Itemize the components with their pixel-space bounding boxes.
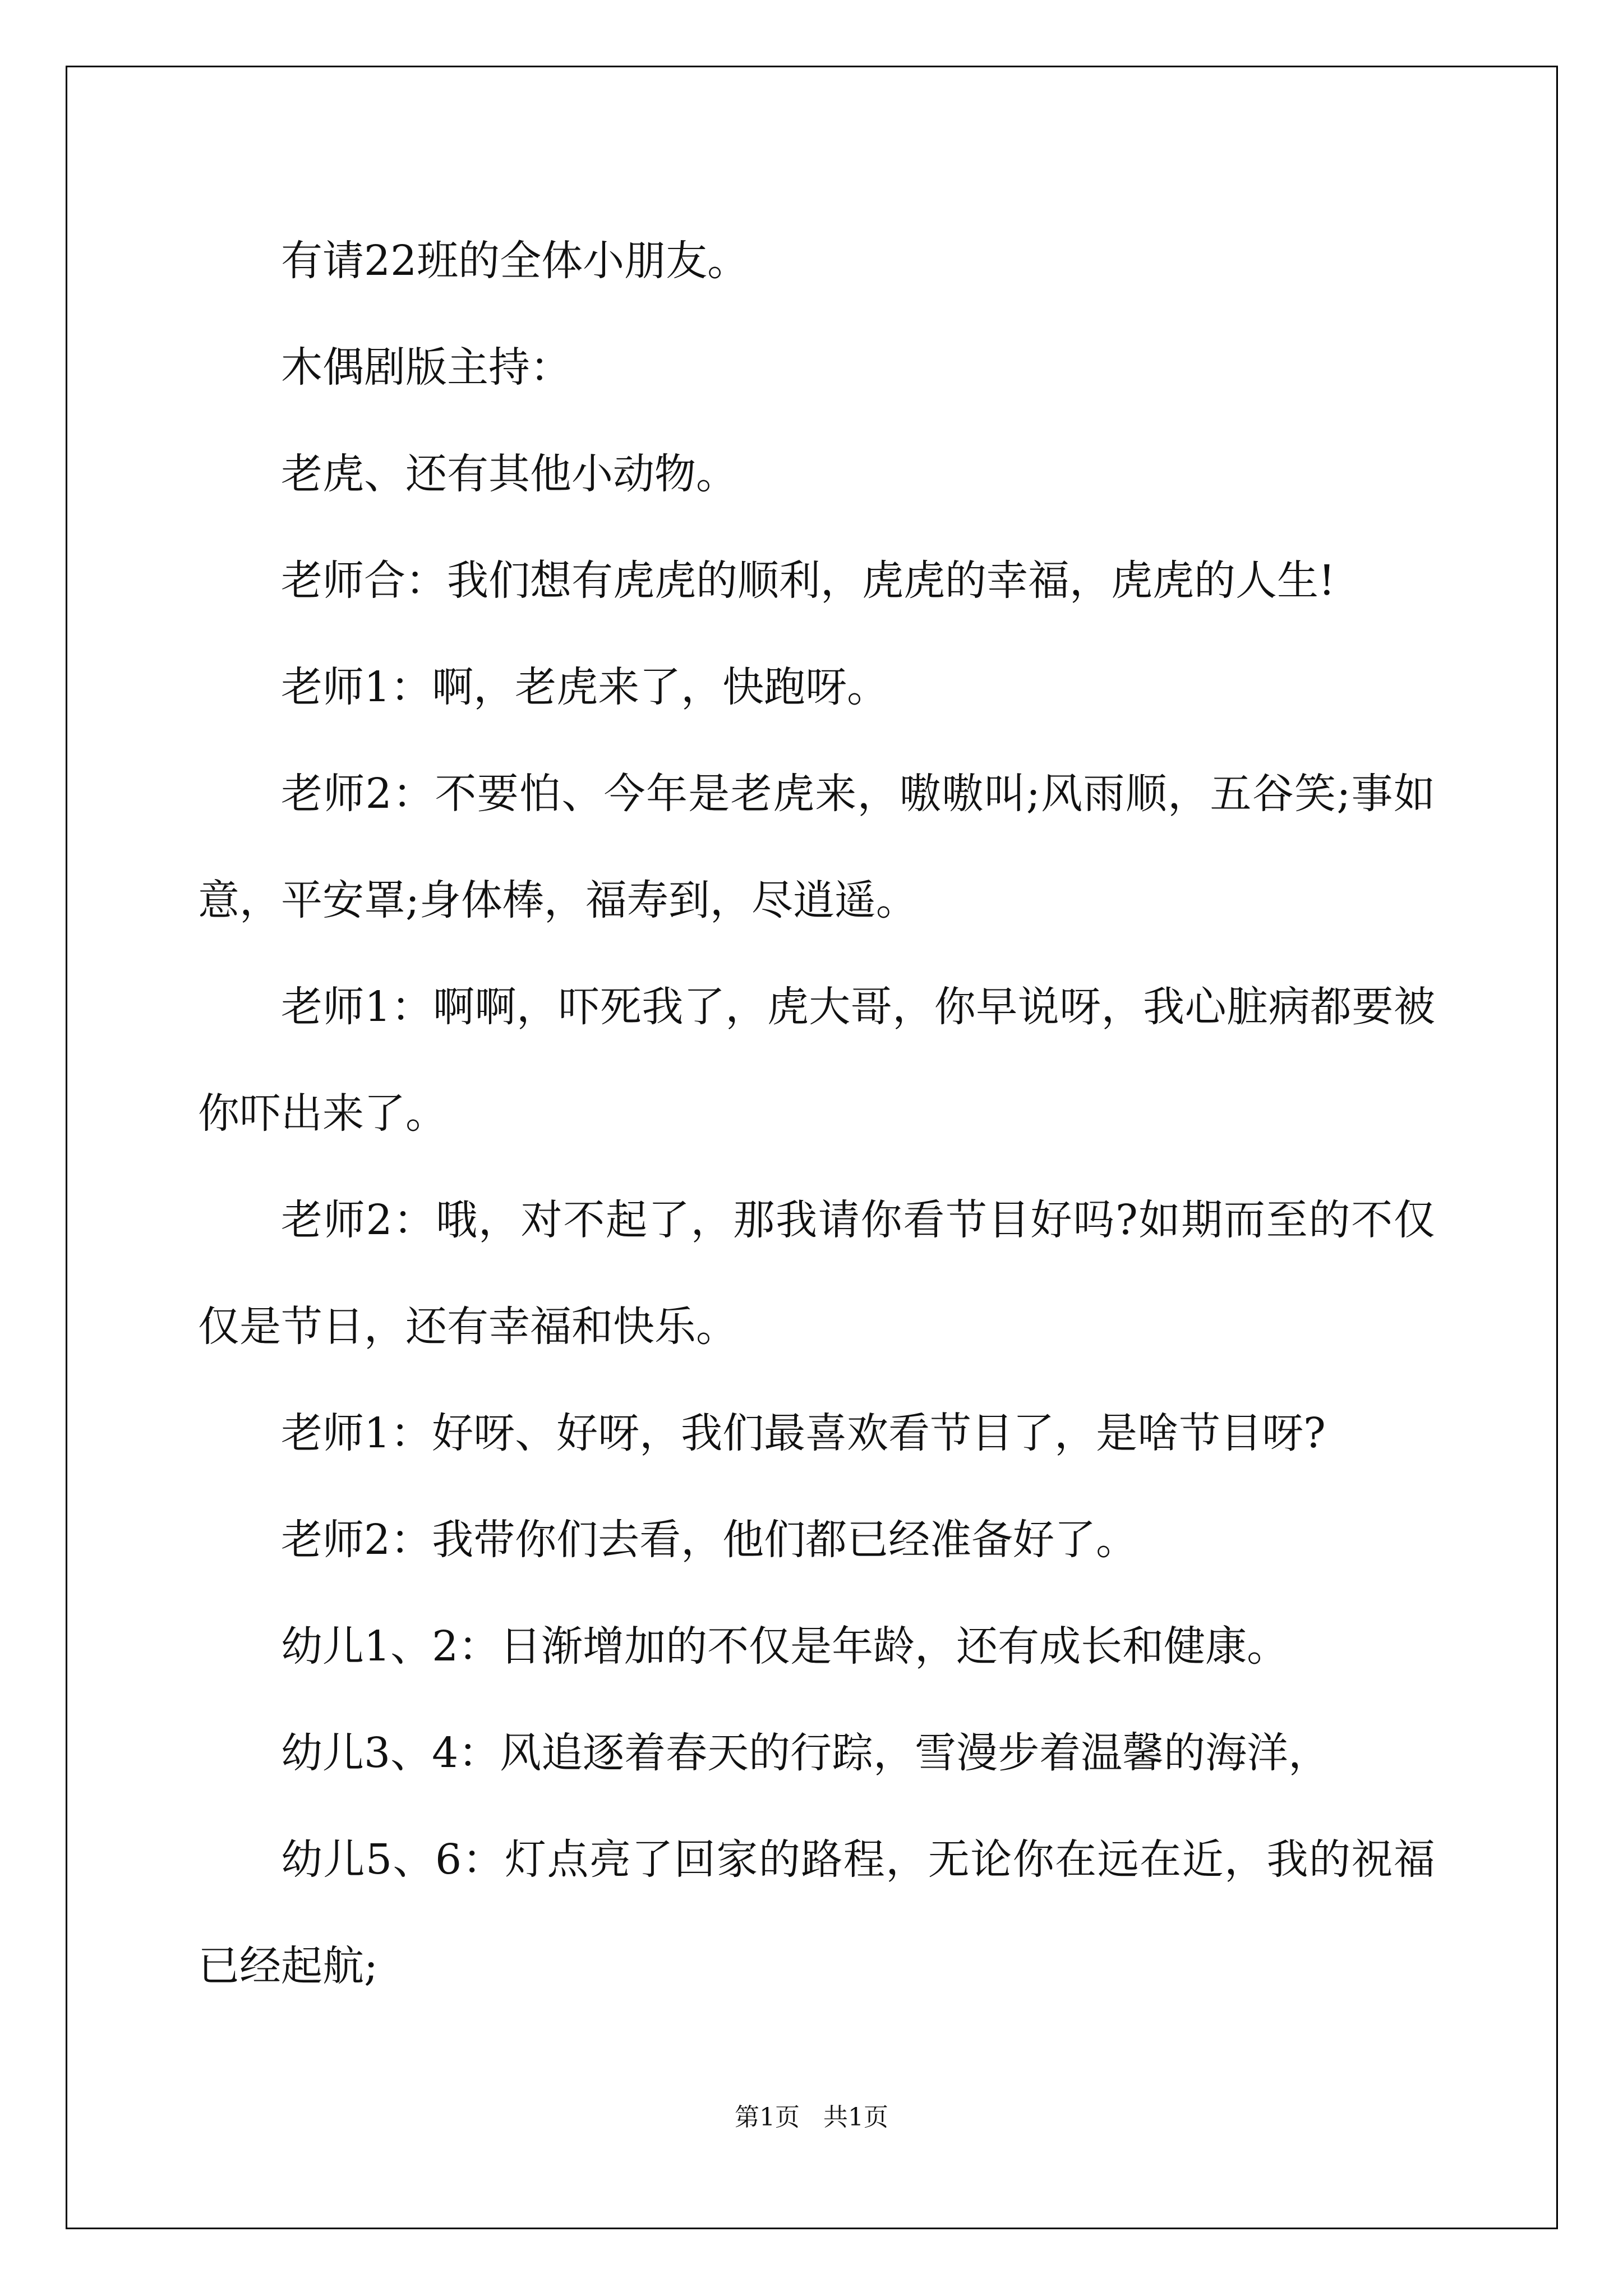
footer-spacer — [800, 2103, 823, 2132]
page-number-current: 第1页 — [735, 2103, 800, 2132]
page-footer — [0, 2101, 1623, 2134]
paragraph-5: 老师1：啊，老虎来了，快跑呀。 — [281, 663, 889, 711]
paragraph-10: 老师2：我带你们去看，他们都已经准备好了。 — [281, 1516, 1138, 1564]
paragraph-9: 老师1：好呀、好呀，我们最喜欢看节目了，是啥节目呀? — [281, 1409, 1326, 1457]
paragraph-7: 老师1：啊啊，吓死我了，虎大哥，你早说呀，我心脏病都要被你吓出来了。 — [198, 983, 1435, 1138]
paragraph-6: 老师2：不要怕、今年是老虎来，嗷嗷叫;风雨顺，五谷笑;事如意，平安罩;身体棒，福寿到，尽逍遥。 — [198, 770, 1435, 924]
paragraph-12: 幼儿3、4：风追逐着春天的行踪，雪漫步着温馨的海洋， — [281, 1729, 1330, 1777]
document-body — [198, 208, 1435, 2019]
paragraph-2: 木偶剧版主持： — [281, 343, 571, 392]
paragraph-13: 幼儿5、6：灯点亮了回家的路程，无论你在远在近，我的祝福已经起航; — [198, 1835, 1435, 1990]
paragraph-3: 老虎、还有其他小动物。 — [281, 450, 737, 498]
paragraph-11: 幼儿1、2：日渐增加的不仅是年龄，还有成长和健康。 — [281, 1622, 1289, 1671]
paragraph-4: 老师合：我们想有虎虎的顺利，虎虎的幸福，虎虎的人生! — [281, 556, 1335, 605]
page-number-total: 共1页 — [823, 2103, 888, 2132]
paragraph-8: 老师2：哦，对不起了，那我请你看节目好吗?如期而至的不仅仅是节日，还有幸福和快乐。 — [198, 1196, 1435, 1351]
paragraph-1: 有请22班的全体小朋友。 — [281, 237, 749, 285]
